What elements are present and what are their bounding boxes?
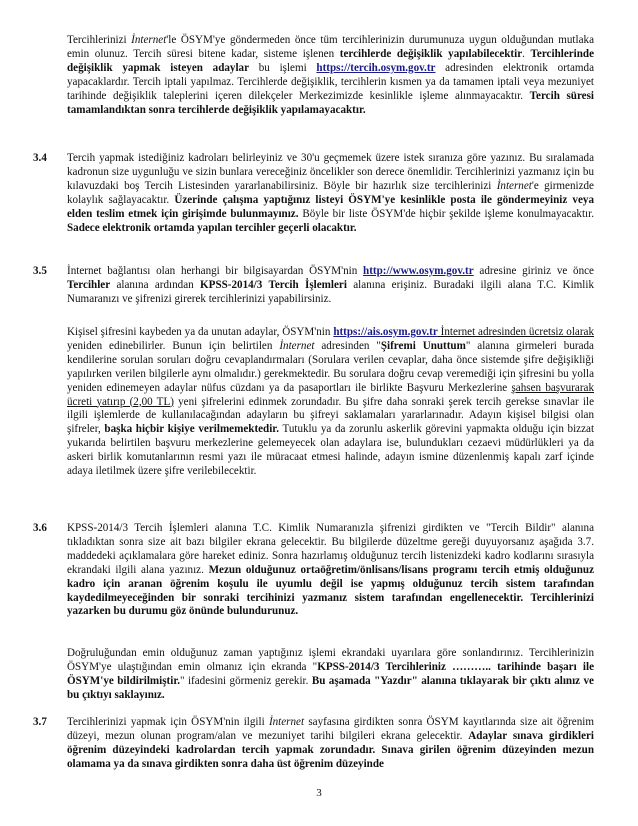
text-underlined: İnternet adresinden ücretsiz olarak (437, 326, 595, 338)
section-3-7-text (67, 716, 594, 772)
section-3-6-confirmation-paragraph (67, 647, 594, 703)
text-bold: Sadece elektronik ortamda yapılan tercihler geçerli olacaktır. (67, 221, 357, 234)
text: sayfasına girdikten sonra ÖSYM kayıtlarında size ait öğrenim düzeyi, mezun olunan program/alan ve mezuniyet tarihi bilgileri ekrana gelecektir. (67, 716, 594, 742)
text: Tercihlerinizi yapmak için ÖSYM'nin ilgili (67, 716, 269, 728)
text: Tutuklu ya da zorunlu askerlik görevini yapmakta olduğu için bizzat yukarıda belirtilen başvuru merkezlerine gelemeyecek olan adaylara ise, bulundukları cezaevi müdürlükleri ya da askeri birlik komutanlarının resmi yazı ile müracaat etmesi halinde, adayın ismine düzenlenmiş kapalı zarf içinde adaya iletilmek üzere şifre verilebilecektir. (67, 423, 595, 478)
text: Kişisel şifresini kaybeden ya da unutan adaylar, ÖSYM'nin (67, 326, 334, 338)
section-number-3-7: 3.7 (33, 716, 47, 728)
text: adresinden " (314, 339, 381, 352)
tercih-link[interactable]: https://tercih.osym.gov.tr (316, 61, 436, 74)
text: 'le ÖSYM'ye göndermeden önce tüm tercihlerinizin durumunuza uygun olduğundan mutlaka emin olunuz. Tercih süresi bitene kadar, sisteme işlenen (67, 34, 594, 60)
text-bold: Bu aşamada "Yazdır" alanına tıklayarak bir çıktı alınız ve bu çıktıyı saklayınız. (67, 674, 594, 701)
text-bold: Tercihler (67, 278, 111, 291)
text: 'e girmenizde kolaylık sağlayacaktır. (67, 179, 594, 206)
text: " ifadesini görmeniz gerekir. (180, 674, 312, 687)
text: alanına erişiniz. Buradaki ilgili alana T.C. Kimlik Numaranızı ve şifrenizi girerek tercihlerinizi yapabilirsiniz. (67, 278, 594, 305)
section-3-4-text (67, 152, 594, 235)
section-3-5-password-paragraph (67, 326, 594, 479)
text: Böyle bir liste ÖSYM'de hiçbir şekilde işleme konulmayacaktır. (298, 207, 594, 220)
text: adresine giriniz ve önce (473, 265, 594, 277)
text-italic: İnternet (496, 179, 532, 192)
text-bold: Mezun olduğunuz ortaöğretim/önlisans/lisans programı tercih etmiş olduğunuz kadro için aranan öğrenim koşulu ile uyumlu değil ise yapmış olduğunuz tercih sistem tarafından kaydedilmeyeceğinden bir sonraki tercihinizi yazmanız sistem tarafından engellenecektir. Tercihlerinizi yazarken bu durumu göz önünde bulundurunuz. (67, 563, 595, 618)
text: KPSS-2014/3 Tercih İşlemleri alanına T.C. Kimlik Numaranızla şifrenizi girdikten ve "Tercih Bildir" alanına tıkladıktan sonra size ait bazı bilgiler ekrana gelecektir. Bu bilgilerde düzeltme gereği duyuyorsanız aşağıda 3.7. maddedeki açıklamalara göre hareket ediniz. Sonra hazırlamış olduğunuz tercih listenizdeki kadro kodlarını sırasıyla ekrandaki ilgili alana yazınız. (67, 522, 594, 576)
section-3-6-text (67, 522, 594, 619)
text-bold: KPSS-2014/3 Tercih İşlemleri (200, 278, 347, 291)
text: adresinden elektronik ortamda yapacaklardır. Tercih iptali yapılmaz. Tercihlerde değişiklik, tercihlerin kısmen ya da tamamen iptali veya mezuniyet tarihinde değişiklik taleplerini içeren dilekçeler Merkezimizde kesinlikle işleme alınmayacaktır. (67, 61, 594, 102)
text: yeni şifrelerini edinmek zorundadır. Bu şifre daha sonraki şerek tercih gerekse sınavlar ile ilgili işlemlerde de kullanılacağından adayların bu şifreyi saklamaları yararlarınadır. Adayın kişisel bilgisi olan şifreler, (67, 395, 595, 436)
text-underlined: şahsen başvurarak ücreti yatırıp (2,00 TL) (67, 381, 594, 408)
text-bold: Adaylar sınava girdikleri öğrenim düzeyindeki kadrolardan tercih yapmak zorundadır. Sınava girilen öğrenim düzeyinden mezun olamama ya da sınava girdikten sonra daha üst öğrenim düzeyinde (67, 729, 594, 770)
text-italic: İnternet (131, 34, 167, 46)
osym-link[interactable]: http://www.osym.gov.tr (363, 265, 474, 277)
text-bold: başka hiçbir kişiye verilmemektedir. (104, 423, 279, 436)
text-bold: tercihlerde değişiklik yapılabilecektir (339, 47, 523, 60)
text: " alanına girmeleri burada kendilerine sorulan soruları doğru cevaplandırmaları (Sorulara verilen cevaplar, daha önce sistemde şifre değişikliği yapılırken verilen bilgilerle aynı olmalıdır.) gerekmektedir. Bu sorulara doğru cevap veremediği için şifresini bu yolla yeniden edinemeyen adaylar nüfus cüzdanı ya da pasaportları ile birlikte Başvuru Merkezlerine (67, 339, 594, 394)
text: İnternet bağlantısı olan herhangi bir bilgisayardan ÖSYM'nin (67, 265, 364, 277)
text: . (522, 47, 531, 60)
text: bu işlemi (249, 61, 317, 74)
text-italic: İnternet (279, 339, 315, 352)
text: Tercihlerinizi (67, 34, 132, 46)
text-bold: Tercihlerinde değişiklik yapmak isteyen adaylar (67, 47, 595, 74)
text: Doğruluğundan emin olduğunuz zaman yaptığınız işlemi ekrandaki uyarılara göre sonlandırınız. Tercihlerinizin ÖSYM'ye ulaştığından emin olmanız için ekranda " (67, 647, 594, 673)
paragraph-preferences-intro (67, 34, 594, 117)
section-number-3-5: 3.5 (33, 265, 47, 277)
text: yeniden edinebilirler. Bunun için belirtilen (67, 339, 280, 352)
text-bold: Şifremi Unuttum (380, 339, 466, 352)
text: alanına ardından (110, 278, 201, 291)
page-number: 3 (316, 787, 322, 799)
ais-link[interactable]: https://ais.osym.gov.tr (333, 326, 438, 338)
text-bold: KPSS-2014/3 Tercihleriniz ……….. tarihinde başarı ile ÖSYM'ye bildirilmiştir. (67, 660, 594, 687)
text-bold: Tercih süresi tamamlandıktan sonra tercihlerde değişiklik yapılamayacaktır. (67, 89, 594, 116)
section-number-3-4: 3.4 (33, 152, 47, 164)
text-italic: İnternet (268, 716, 305, 728)
text-bold: Üzerinde çalışma yaptığınız listeyi ÖSYM'ye kesinlikle posta ile göndermeyiniz veya elden teslim etmek için girişimde bulunmayınız. (67, 193, 594, 220)
section-number-3-6: 3.6 (33, 522, 47, 534)
text: Tercih yapmak istediğiniz kadroları belirleyiniz ve 30'u geçmemek üzere istek sıranıza göre yazınız. Bu sıralamada kadronun size uygunluğu ve sizin bunlara vereceğiniz öncelikler son derece önemlidir. Tercihlerinizi yazmanız için bu kılavuzdaki boş Tercih Listesinden yararlanabilirsiniz. Böyle bir hazırlık size tercihlerinizi (67, 152, 594, 192)
section-3-5-text (67, 265, 594, 307)
